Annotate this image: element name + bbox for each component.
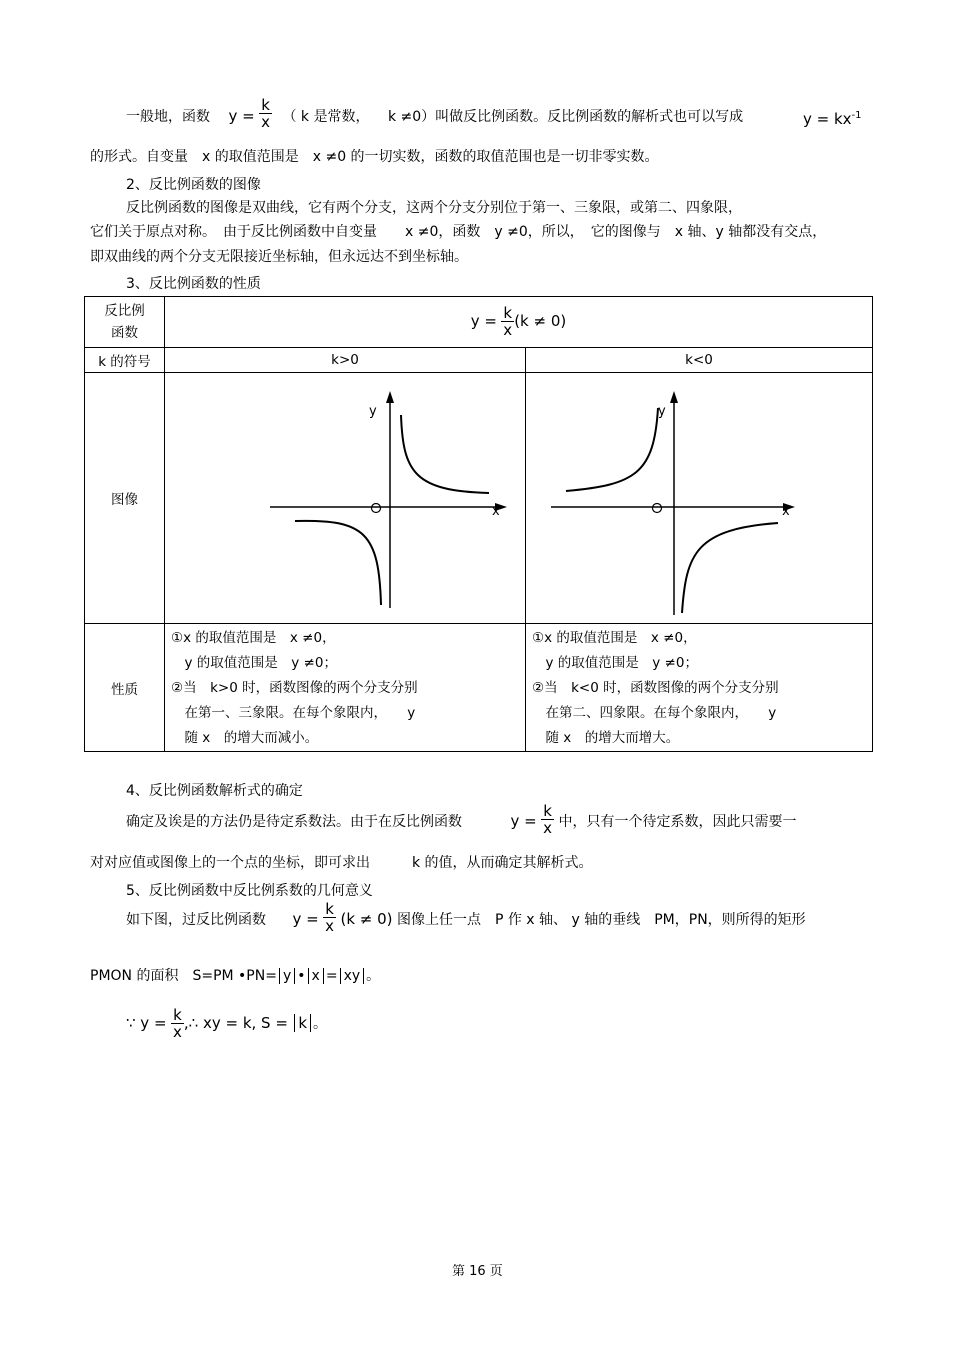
text: （ k 是常数， xyxy=(282,109,370,125)
text: 中，只有一个待定系数，因此只需要一 xyxy=(558,814,797,830)
y-arrow-icon xyxy=(670,391,678,403)
numerator: k xyxy=(543,802,552,820)
graph-positive xyxy=(165,373,526,624)
para-definition xyxy=(126,96,744,131)
hyperbola-positive-svg xyxy=(165,373,525,623)
fraction xyxy=(541,804,554,836)
y-axis-label: y xyxy=(658,404,666,419)
text: 确定及诶是的方法仍是待定系数法。由于在反比例函数 xyxy=(126,814,462,830)
formula-y: y = xyxy=(510,812,537,830)
text: 图像上任一点 P 作 x 轴、 y 轴的垂线 PM，PN，则所得的矩形 xyxy=(396,912,806,928)
col-positive: k>0 xyxy=(165,348,526,373)
text: 。 xyxy=(366,968,381,984)
heading-determine: 4、反比例函数解析式的确定 xyxy=(126,783,303,799)
property-line: y 的取值范围是 y ≠0； xyxy=(171,655,337,671)
denominator: x xyxy=(543,819,553,837)
alt-form-text: y = kx xyxy=(803,110,852,128)
property-line: 随 x 的增大而减小。 xyxy=(171,730,319,746)
text: PMON 的面积 S=PM •PN= xyxy=(90,968,277,984)
fraction xyxy=(171,1008,184,1040)
x-axis-label: x xyxy=(492,504,500,519)
formula-y: ∵ y = xyxy=(126,1014,167,1032)
x-axis-label: x xyxy=(782,504,790,519)
condition: (k ≠ 0) xyxy=(514,312,567,330)
origin-marker xyxy=(372,504,381,513)
y-axis-label: y xyxy=(369,404,377,419)
property-line: 在第二、四象限。在每个象限内， y xyxy=(532,705,777,721)
dot: • xyxy=(297,968,306,984)
branch-third-quadrant xyxy=(295,521,381,605)
row-label-graph: 图像 xyxy=(85,373,165,624)
header-formula xyxy=(165,297,873,348)
para-domain: 的形式。自变量 x 的取值范围是 x ≠0 的一切实数，函数的取值范围也是一切非零实数。 xyxy=(90,149,659,165)
hyperbola-negative-svg xyxy=(526,373,872,623)
page-number: 第 16 页 xyxy=(452,1264,503,1279)
numerator: k xyxy=(261,96,270,114)
fraction xyxy=(323,902,336,934)
text: 如下图，过反比例函数 xyxy=(126,912,266,928)
col-negative: k<0 xyxy=(526,348,873,373)
para-geometric-2 xyxy=(90,965,380,985)
properties-table xyxy=(84,296,872,748)
label-line: 反比例 xyxy=(104,303,145,319)
para-geometric-1 xyxy=(126,900,806,935)
branch-first-quadrant xyxy=(401,415,489,493)
para-determine-2: 对对应值或图像上的一个点的坐标，即可求出 k 的值，从而确定其解析式。 xyxy=(90,855,593,871)
denominator: x xyxy=(325,917,335,935)
property-line: y 的取值范围是 y ≠0； xyxy=(532,655,698,671)
abs-x: x xyxy=(308,968,324,984)
property-line: ②当 k<0 时，函数图像的两个分支分别 xyxy=(532,680,779,696)
denominator: x xyxy=(503,321,513,339)
branch-second-quadrant xyxy=(566,408,658,491)
para-geometric-3 xyxy=(126,1008,327,1040)
numerator: k xyxy=(173,1006,182,1024)
y-arrow-icon xyxy=(386,391,394,403)
property-line: ①x 的取值范围是 x ≠0， xyxy=(532,630,697,646)
formula-y: y = xyxy=(292,910,319,928)
abs-y: y xyxy=(279,968,295,984)
alt-form xyxy=(803,110,862,128)
label-line: 函数 xyxy=(111,325,138,341)
text: 。 xyxy=(313,1016,328,1032)
branch-fourth-quadrant xyxy=(682,523,778,613)
denominator: x xyxy=(172,1023,182,1041)
property-line: 随 x 的增大而增大。 xyxy=(532,730,680,746)
property-line: 在第一、三象限。在每个象限内， y xyxy=(171,705,416,721)
properties-negative xyxy=(526,624,873,752)
formula-y: y = xyxy=(228,107,255,125)
heading-properties: 3、反比例函数的性质 xyxy=(126,276,261,292)
text: ,∴ xy = k, S = xyxy=(183,1014,288,1032)
heading-geometric: 5、反比例函数中反比例系数的几何意义 xyxy=(126,883,373,899)
row-label-sign: k 的符号 xyxy=(85,348,165,373)
equals: = xyxy=(325,968,338,984)
text: k ≠0）叫做反比例函数。反比例函数的解析式也可以写成 xyxy=(387,109,744,125)
properties-positive xyxy=(165,624,526,752)
formula-y: y = xyxy=(470,312,497,330)
exponent: -1 xyxy=(851,110,862,121)
origin-marker xyxy=(653,504,662,513)
abs-xy: xy xyxy=(340,968,365,984)
numerator: k xyxy=(503,304,513,322)
graph-negative xyxy=(526,373,873,624)
denominator: x xyxy=(261,113,271,131)
property-line: ②当 k>0 时，函数图像的两个分支分别 xyxy=(171,680,418,696)
text: 一般地，函数 xyxy=(126,109,210,125)
row-label-properties: 性质 xyxy=(85,624,165,752)
abs-k: k xyxy=(294,1014,311,1032)
fraction xyxy=(259,98,272,130)
para-graph-2: 它们关于原点对称。 由于反比例函数中自变量 x ≠0，函数 y ≠0，所以， 它的图像与 x 轴、y 轴都没有交点， xyxy=(90,224,827,240)
heading-graph: 2、反比例函数的图像 xyxy=(126,177,261,193)
para-determine-1 xyxy=(126,802,797,837)
property-line: ①x 的取值范围是 x ≠0， xyxy=(171,630,336,646)
row-label-function xyxy=(85,297,165,348)
numerator: k xyxy=(325,900,334,918)
condition: (k ≠ 0) xyxy=(340,910,393,928)
fraction xyxy=(501,306,514,338)
para-graph-1: 反比例函数的图像是双曲线，它有两个分支，这两个分支分别位于第一、三象限，或第二、四象限， xyxy=(126,200,742,216)
para-graph-3: 即双曲线的两个分支无限接近坐标轴，但永远达不到坐标轴。 xyxy=(90,249,468,265)
